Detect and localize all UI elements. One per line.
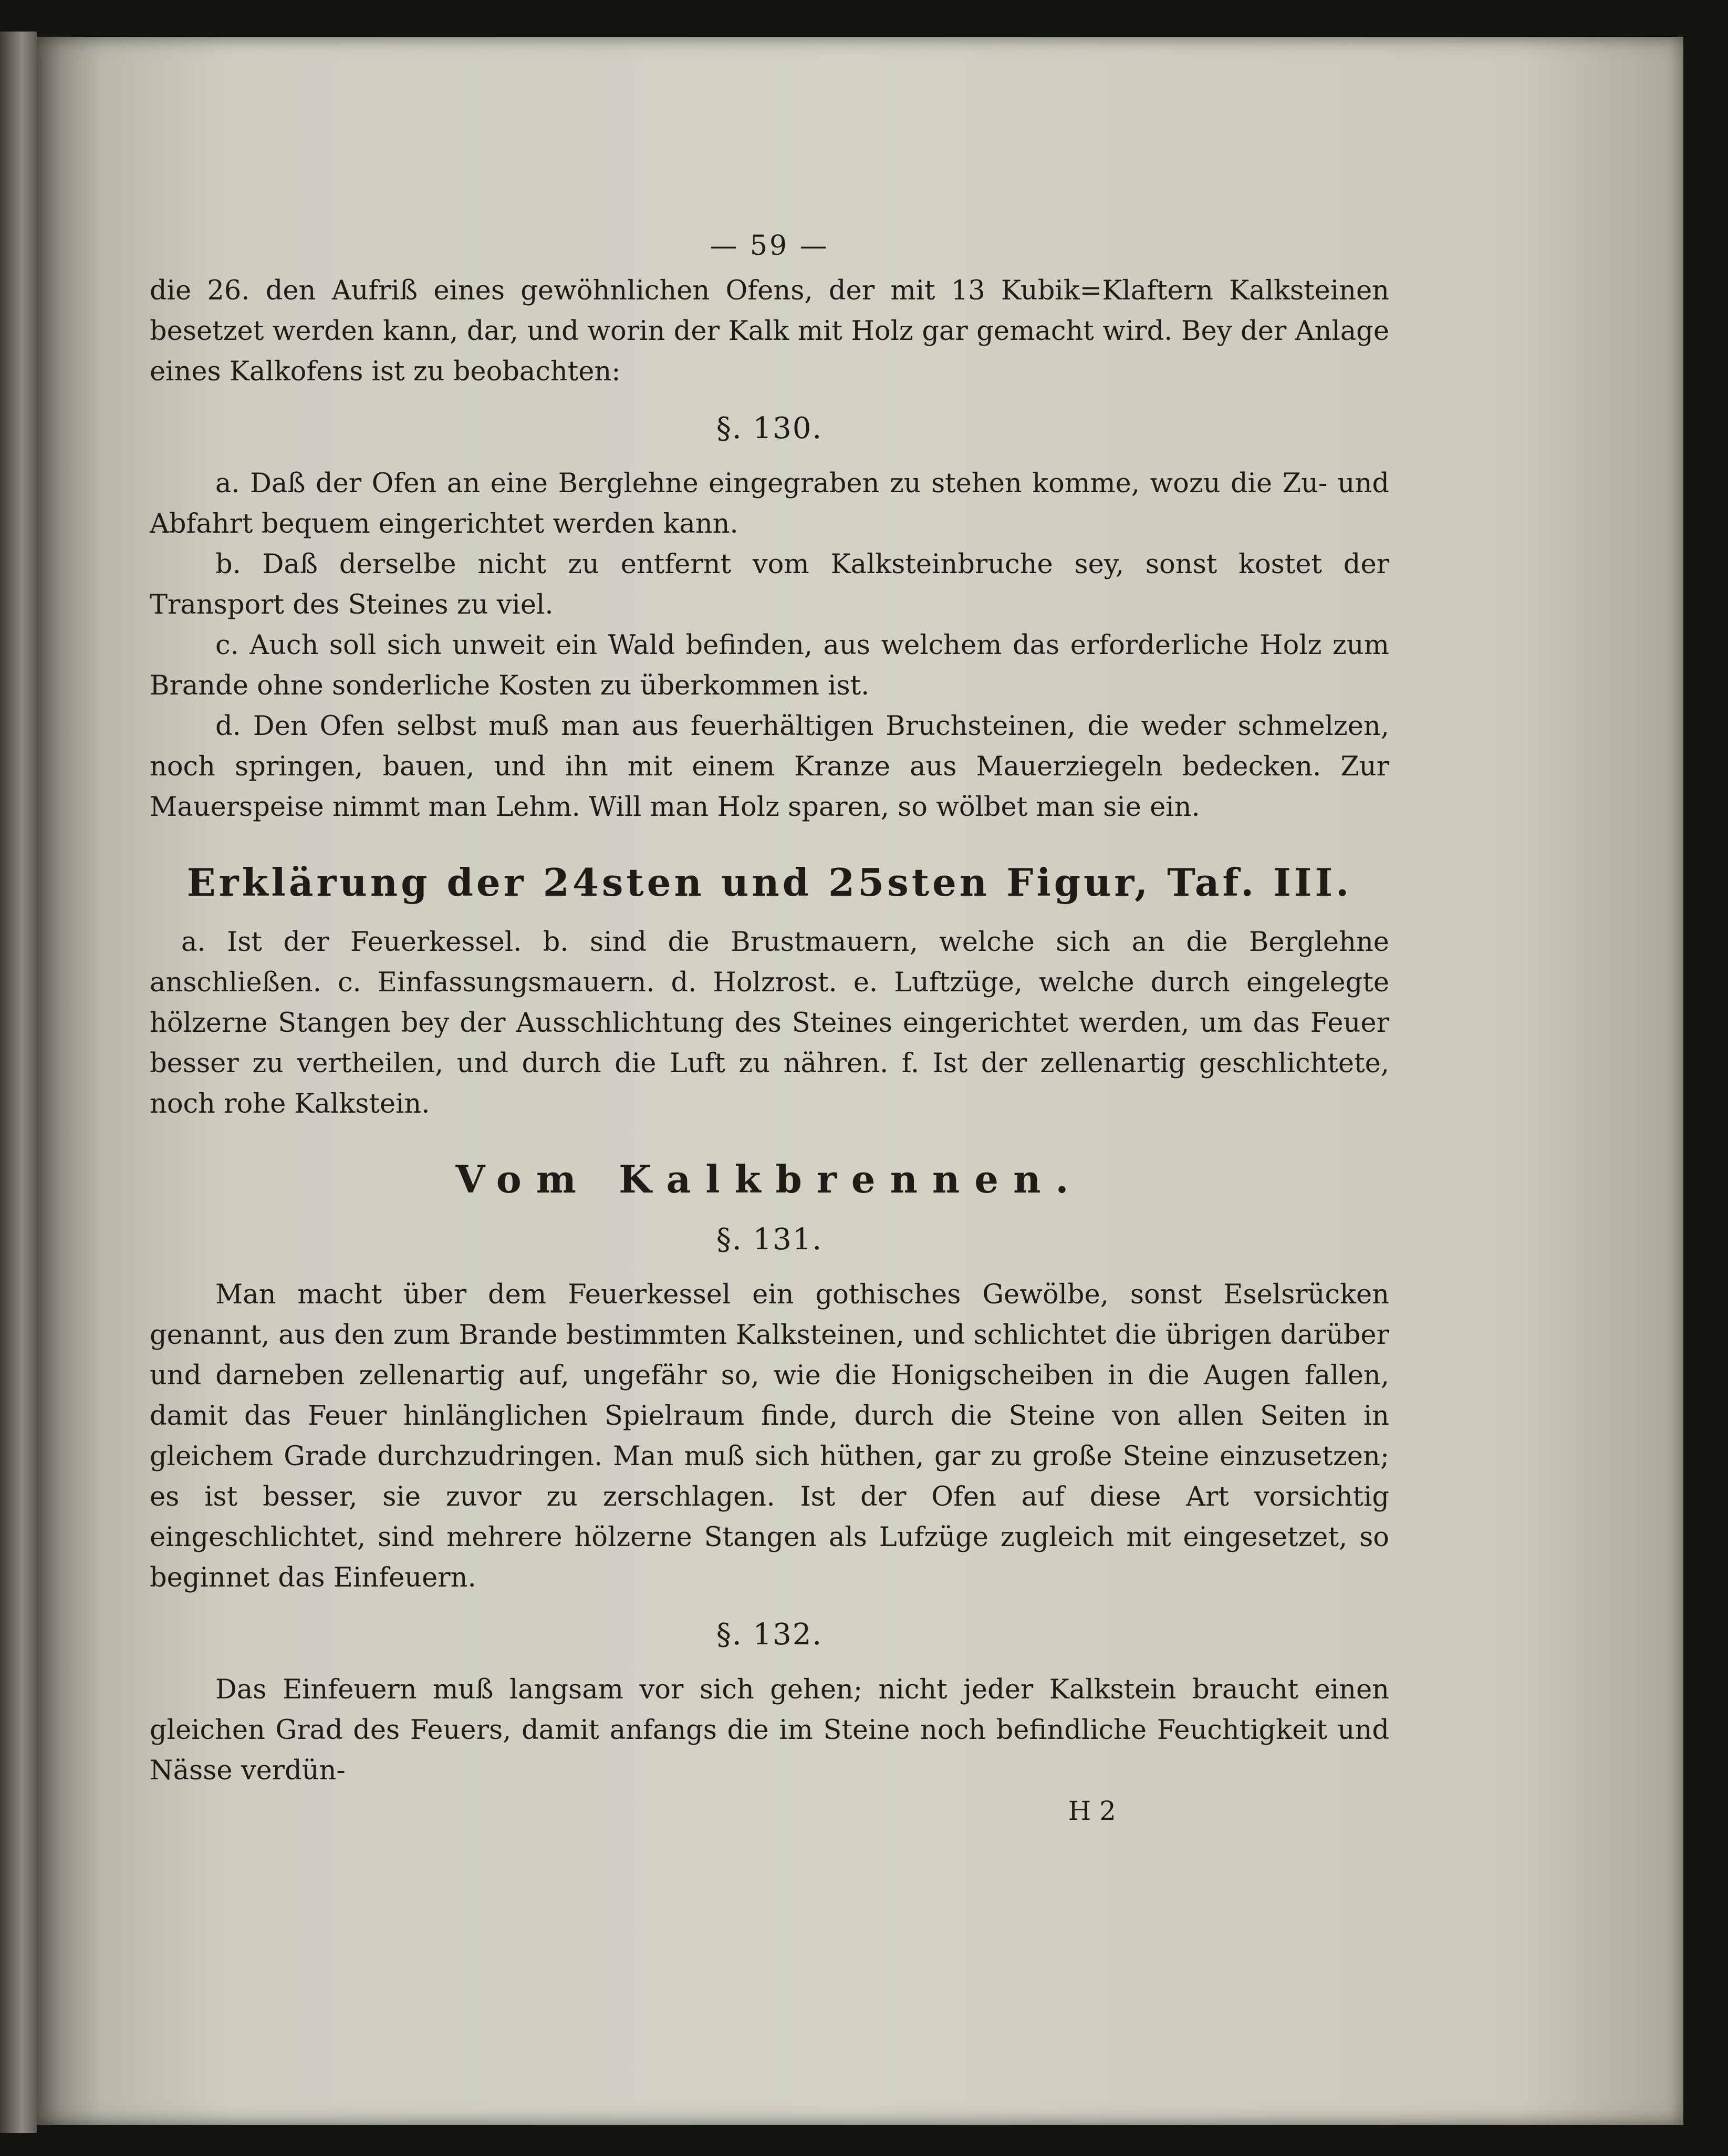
section-title-131: §. 131. — [716, 1222, 823, 1257]
page-text-block — [150, 226, 1389, 1831]
list-item-c: c. Auch soll sich unweit ein Wald befinden, aus welchem das erforderliche Holz zum Brande ohne sonderliche Kosten zu überkommen ist. — [150, 630, 1389, 701]
list-item-b: b. Daß derselbe nicht zu entfernt vom Kalksteinbruche sey, sonst kostet der Transport des Steines zu viel. — [150, 549, 1389, 620]
left-page-edge — [0, 32, 37, 2133]
chapter-heading: Vom Kalkbrennen. — [455, 1157, 1084, 1201]
figure-explanation-heading: Erklärung der 24sten und 25sten Figur, Taf. III. — [186, 860, 1352, 905]
signature-mark: H 2 — [1068, 1796, 1116, 1826]
section-title-130: §. 130. — [716, 411, 823, 445]
figure-explanation-text: a. Ist der Feuerkessel. b. sind die Brustmauern, welche sich an die Berglehne anschließen. c. Einfassungsmauern. d. Holzrost. e. Luftzüge, welche durch eingelegte hölzerne Stangen bey der Ausschlichtung des Steines eingerichtet werden, um das Feuer besser zu vertheilen, und durch die Luft zu nähren. f. Ist der zellenartig geschlichtete, noch rohe Kalkstein. — [150, 927, 1389, 1120]
section-title-132: §. 132. — [716, 1618, 823, 1652]
intro-paragraph: die 26. den Aufriß eines gewöhnlichen Ofens, der mit 13 Kubik=Klaftern Kalksteinen besetzet werden kann, dar, und worin der Kalk mit Holz gar gemacht wird. Bey der Anlage eines Kalkofens ist zu beobachten: — [150, 275, 1389, 387]
section-132-text: Das Einfeuern muß langsam vor sich gehen; nicht jeder Kalkstein braucht einen gleichen Grad des Feuers, damit anfangs die im Steine noch befindliche Feuchtigkeit und Nässe verdün- — [150, 1674, 1389, 1786]
section-131-text: Man macht über dem Feuerkessel ein gothisches Gewölbe, sonst Eselsrücken genannt, aus den zum Brande bestimmten Kalksteinen, und schlichtet die übrigen darüber und darneben zellenartig auf, ungefähr so, wie die Honigscheiben in die Augen fallen, damit das Feuer hinlänglichen Spielraum finde, durch die Steine von allen Seiten in gleichem Grade durchzudringen. Man muß sich hüthen, gar zu große Steine einzusetzen; es ist besser, sie zuvor zu zerschlagen. Ist der Ofen auf diese Art vorsichtig eingeschlichtet, sind mehrere hölzerne Stangen als Lufzüge zugleich mit eingesetzet, so beginnet das Einfeuern. — [150, 1279, 1389, 1593]
list-item-a: a. Daß der Ofen an eine Berglehne eingegraben zu stehen komme, wozu die Zu- und Abfahrt bequem eingerichtet werden kann. — [150, 468, 1389, 540]
list-item-d: d. Den Ofen selbst muß man aus feuerhältigen Bruchsteinen, die weder schmelzen, noch springen, bauen, und ihn mit einem Kranze aus Mauerziegeln bedecken. Zur Mauerspeise nimmt man Lehm. Will man Holz sparen, so wölbet man sie ein. — [150, 711, 1389, 823]
page-number: — 59 — — [710, 230, 829, 262]
